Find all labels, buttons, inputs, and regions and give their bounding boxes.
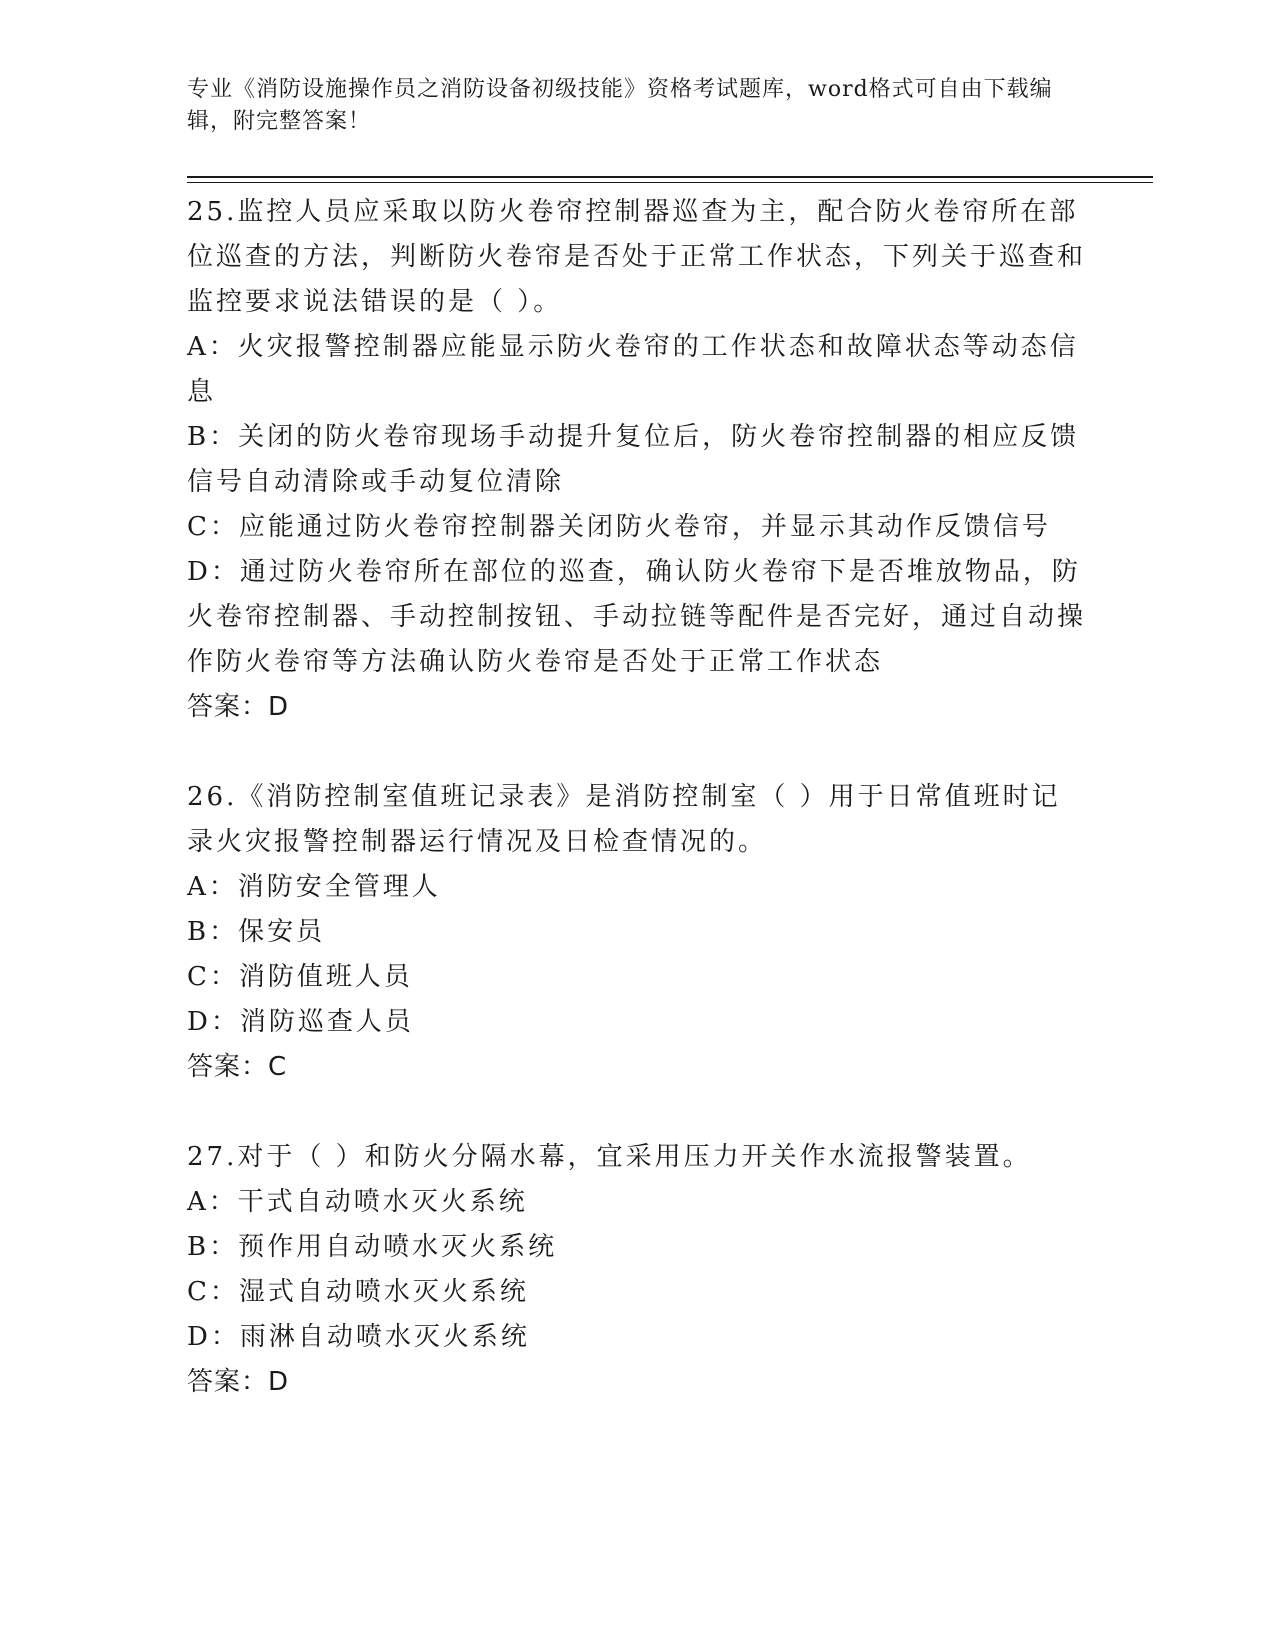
answer-line: 答案：D xyxy=(187,1367,290,1397)
header-divider-thin xyxy=(187,182,1153,183)
question-stem: 25.监控人员应采取以防火卷帘控制器巡查为主，配合防火卷帘所在部位巡查的方法，判断防火卷帘是否处于正常工作状态，下列关于巡查和监控要求说法错误的是（ ）。 xyxy=(187,197,1087,317)
document-header: 专业《消防设施操作员之消防设备初级技能》资格考试题库，word格式可自由下载编辑，附完整答案！ xyxy=(187,77,1053,134)
question-stem: 27.对于（ ）和防火分隔水幕，宜采用压力开关作水流报警装置。 xyxy=(187,1142,1032,1172)
answer-line: 答案：C xyxy=(187,1052,288,1082)
option-c: C：消防值班人员 xyxy=(187,962,413,992)
question-item xyxy=(187,1135,1087,1405)
question-list xyxy=(187,190,1087,1405)
answer-line: 答案：D xyxy=(187,692,290,722)
option-c: C：湿式自动喷水灭火系统 xyxy=(187,1277,529,1307)
option-d: D：雨淋自动喷水灭火系统 xyxy=(187,1322,530,1352)
option-b: B：预作用自动喷水灭火系统 xyxy=(187,1232,558,1262)
option-c: C：应能通过防火卷帘控制器关闭防火卷帘，并显示其动作反馈信号 xyxy=(187,512,1051,542)
option-a: A：干式自动喷水灭火系统 xyxy=(187,1187,528,1217)
header-divider-thick xyxy=(187,176,1153,178)
option-b: B：保安员 xyxy=(187,917,326,947)
question-item xyxy=(187,775,1087,1090)
option-a: A：消防安全管理人 xyxy=(187,872,441,902)
option-d: D：通过防火卷帘所在部位的巡查，确认防火卷帘下是否堆放物品，防火卷帘控制器、手动控制按钮、手动拉链等配件是否完好，通过自动操作防火卷帘等方法确认防火卷帘是否处于正常工作状态 xyxy=(187,557,1087,677)
option-d: D：消防巡查人员 xyxy=(187,1007,414,1037)
question-spacer xyxy=(187,1090,1087,1135)
option-b: B：关闭的防火卷帘现场手动提升复位后，防火卷帘控制器的相应反馈信号自动清除或手动复位清除 xyxy=(187,422,1080,497)
option-a: A：火灾报警控制器应能显示防火卷帘的工作状态和故障状态等动态信息 xyxy=(187,332,1079,407)
question-item xyxy=(187,190,1087,730)
question-spacer xyxy=(187,730,1087,775)
question-stem: 26.《消防控制室值班记录表》是消防控制室（ ）用于日常值班时记录火灾报警控制器运行情况及日检查情况的。 xyxy=(187,782,1061,857)
